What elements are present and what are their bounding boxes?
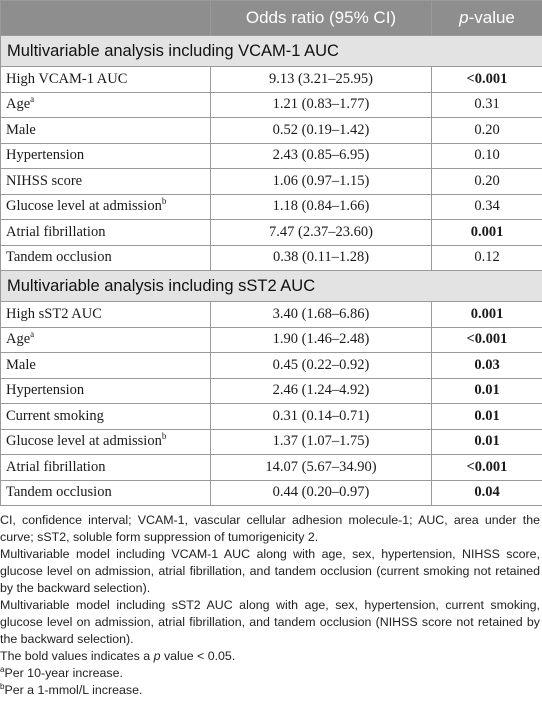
table-row (1, 169, 542, 195)
variable-cell (1, 480, 211, 506)
variable-label: Age (6, 96, 31, 113)
odds-ratio-cell: 7.47 (2.37–23.60) (211, 220, 432, 246)
header-odds-ratio: Odds ratio (95% CI) (211, 1, 432, 36)
footnote-model-vcam: Multivariable model including VCAM-1 AUC along with age, sex, hypertension, NIHSS score, glucose level on admission, atrial fibrillation, and tandem occlusion (current smoking not retained by the backward selection). (0, 547, 540, 595)
table-footnotes (0, 506, 542, 699)
odds-ratio-cell: 9.13 (3.21–25.95) (211, 67, 432, 93)
variable-cell (1, 118, 211, 144)
odds-ratio-cell: 1.37 (1.07–1.75) (211, 429, 432, 455)
table-row (1, 220, 542, 246)
odds-ratio-cell: 1.21 (0.83–1.77) (211, 92, 432, 118)
p-value-cell: <0.001 (432, 67, 542, 93)
p-value-cell: 0.001 (432, 302, 542, 328)
p-value-cell: 0.20 (432, 169, 542, 195)
table-row (1, 353, 542, 379)
header-p-italic: p (459, 8, 469, 27)
odds-ratio-cell: 0.45 (0.22–0.92) (211, 353, 432, 379)
table-row (1, 67, 542, 93)
footnote-marker: a (30, 329, 35, 340)
p-value-cell: 0.01 (432, 429, 542, 455)
p-value-cell: 0.01 (432, 404, 542, 430)
p-value-cell: <0.001 (432, 455, 542, 481)
odds-ratio-cell: 1.06 (0.97–1.15) (211, 169, 432, 195)
variable-label: Atrial fibrillation (6, 223, 106, 240)
table-row (1, 429, 542, 455)
footnote-marker: a (30, 94, 35, 105)
header-p-value (432, 1, 542, 36)
variable-label: Atrial fibrillation (6, 458, 106, 475)
table-row (1, 378, 542, 404)
footnote-marker: b (161, 431, 167, 442)
variable-cell (1, 429, 211, 455)
table-row (1, 404, 542, 430)
table-row (1, 143, 542, 169)
variable-cell (1, 302, 211, 328)
footnote-model-sst2: Multivariable model including sST2 AUC along with age, sex, hypertension, current smoking, glucose level on admission, atrial fibrillation, and tandem occlusion (NIHSS score not retained by the backward selection). (0, 598, 540, 646)
footnote-bold-p: p (153, 649, 161, 663)
table-row (1, 327, 542, 353)
p-value-cell: 0.12 (432, 245, 542, 271)
odds-ratio-cell: 2.46 (1.24–4.92) (211, 378, 432, 404)
odds-ratio-cell: 0.38 (0.11–1.28) (211, 245, 432, 271)
p-value-cell: 0.04 (432, 480, 542, 506)
variable-label: Male (6, 121, 36, 138)
variable-cell (1, 220, 211, 246)
p-value-cell: 0.34 (432, 194, 542, 220)
variable-cell (1, 92, 211, 118)
table-row (1, 118, 542, 144)
footnote-a (0, 665, 540, 682)
variable-cell (1, 245, 211, 271)
variable-cell (1, 455, 211, 481)
section-header-row (1, 271, 542, 302)
footnote-marker: b (161, 196, 167, 207)
footnote-bold-prefix: The bold values indicates a (0, 649, 154, 663)
section-header-row (1, 36, 542, 67)
table-row (1, 92, 542, 118)
p-value-cell: 0.001 (432, 220, 542, 246)
footnote-b-mark: b (0, 681, 5, 691)
odds-ratio-cell: 1.90 (1.46–2.48) (211, 327, 432, 353)
table-row (1, 245, 542, 271)
variable-cell (1, 169, 211, 195)
header-variable (1, 1, 211, 36)
variable-label: Male (6, 356, 36, 373)
odds-ratio-cell: 0.44 (0.20–0.97) (211, 480, 432, 506)
footnote-b (0, 682, 540, 699)
variable-label: Age (6, 331, 31, 348)
odds-ratio-cell: 0.52 (0.19–1.42) (211, 118, 432, 144)
table-row (1, 302, 542, 328)
p-value-cell: 0.20 (432, 118, 542, 144)
footnote-a-text: Per 10-year increase. (4, 666, 123, 680)
p-value-cell: 0.31 (432, 92, 542, 118)
p-value-cell: 0.01 (432, 378, 542, 404)
variable-label: Glucose level at admission (6, 433, 162, 450)
variable-cell (1, 143, 211, 169)
variable-label: Hypertension (6, 382, 85, 399)
table-row (1, 480, 542, 506)
header-p-rest: -value (468, 8, 515, 27)
variable-label: Hypertension (6, 147, 85, 164)
footnote-b-text: Per a 1-mmol/L increase. (4, 683, 143, 697)
odds-ratio-cell: 1.18 (0.84–1.66) (211, 194, 432, 220)
variable-label: Tandem occlusion (6, 249, 112, 266)
section-title: Multivariable analysis including sST2 AUC (1, 271, 542, 302)
footnote-a-mark: a (0, 664, 5, 674)
p-value-cell: 0.10 (432, 143, 542, 169)
variable-label: High sST2 AUC (6, 305, 102, 322)
variable-label: Glucose level at admission (6, 198, 162, 215)
variable-cell (1, 378, 211, 404)
variable-cell (1, 67, 211, 93)
variable-cell (1, 353, 211, 379)
p-value-cell: 0.03 (432, 353, 542, 379)
odds-ratio-cell: 14.07 (5.67–34.90) (211, 455, 432, 481)
table-body (1, 36, 542, 506)
variable-cell (1, 194, 211, 220)
variable-label: Current smoking (6, 407, 104, 424)
table-row (1, 194, 542, 220)
variable-label: High VCAM-1 AUC (6, 70, 128, 87)
table-header-row (1, 1, 542, 36)
odds-ratio-cell: 3.40 (1.68–6.86) (211, 302, 432, 328)
odds-ratio-cell: 2.43 (0.85–6.95) (211, 143, 432, 169)
odds-ratio-cell: 0.31 (0.14–0.71) (211, 404, 432, 430)
p-value-cell: <0.001 (432, 327, 542, 353)
variable-cell (1, 404, 211, 430)
section-title: Multivariable analysis including VCAM-1 AUC (1, 36, 542, 67)
variable-label: Tandem occlusion (6, 484, 112, 501)
table-row (1, 455, 542, 481)
variable-label: NIHSS score (6, 172, 83, 189)
footnote-bold-values (0, 648, 540, 665)
footnote-bold-suffix: value < 0.05. (160, 649, 236, 663)
variable-cell (1, 327, 211, 353)
footnote-abbreviations: CI, confidence interval; VCAM-1, vascular cellular adhesion molecule-1; AUC, area under the curve; sST2, soluble form suppression of tumorigenicity 2. (0, 513, 540, 544)
